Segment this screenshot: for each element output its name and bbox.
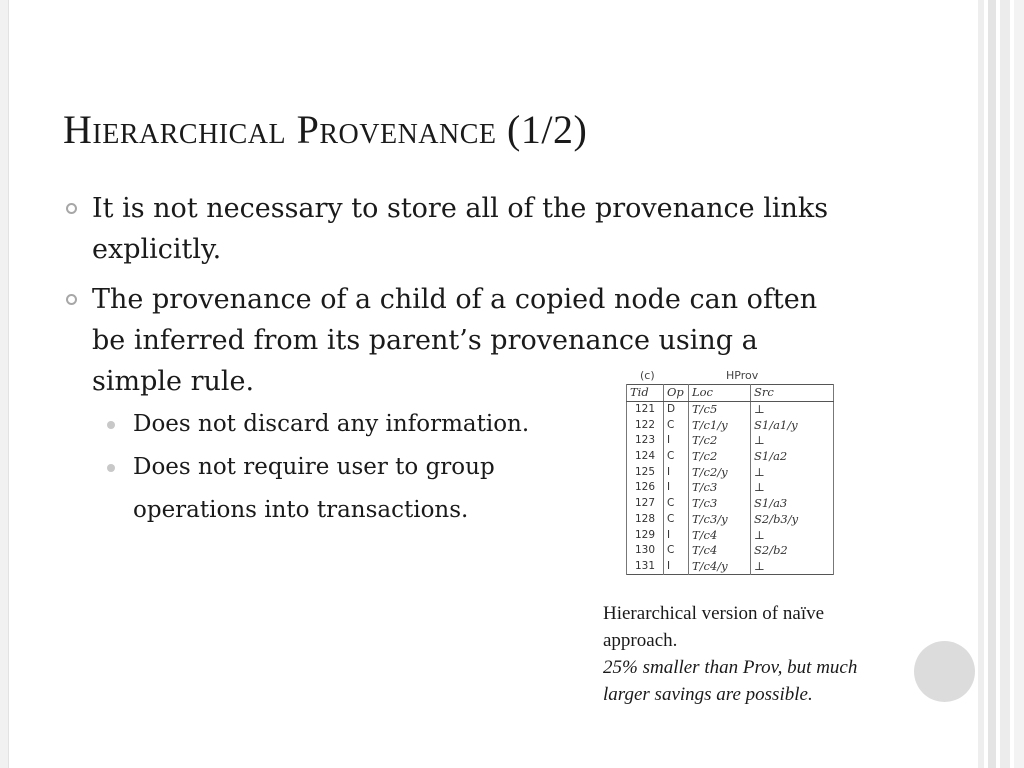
cell-tid: 127 bbox=[627, 496, 664, 512]
column-header-op: Op bbox=[664, 385, 689, 402]
table-row bbox=[627, 417, 834, 433]
table-row bbox=[627, 433, 834, 449]
slide-title: Hierarchical Provenance (1/2) bbox=[63, 107, 588, 152]
table-row bbox=[627, 543, 834, 559]
decorative-stripes bbox=[978, 0, 1024, 768]
column-header-loc: Loc bbox=[689, 385, 751, 402]
cell-op: I bbox=[664, 433, 689, 449]
cell-tid: 130 bbox=[627, 543, 664, 559]
cell-loc: T/c2/y bbox=[689, 464, 751, 480]
figure-title: HProv bbox=[726, 369, 759, 382]
cell-tid: 125 bbox=[627, 464, 664, 480]
table-row bbox=[627, 527, 834, 543]
sub-bullet-marker bbox=[107, 464, 115, 472]
table-header-row bbox=[627, 385, 834, 402]
cell-tid: 131 bbox=[627, 559, 664, 575]
cell-op: D bbox=[664, 401, 689, 417]
cell-src: S1/a3 bbox=[751, 496, 834, 512]
table-row bbox=[627, 496, 834, 512]
cell-op: I bbox=[664, 559, 689, 575]
cell-src: S1/a1/y bbox=[751, 417, 834, 433]
sub-bullet-1: Does not discard any information. bbox=[133, 411, 530, 437]
cell-loc: T/c4/y bbox=[689, 559, 751, 575]
figure-caption bbox=[603, 600, 893, 708]
slide-nav-circle bbox=[914, 641, 975, 702]
bullet-marker bbox=[66, 203, 77, 214]
cell-loc: T/c2 bbox=[689, 449, 751, 465]
cell-src: ⊥ bbox=[751, 401, 834, 417]
table-row bbox=[627, 559, 834, 575]
cell-loc: T/c4 bbox=[689, 527, 751, 543]
column-header-tid: Tid bbox=[627, 385, 664, 402]
cell-op: C bbox=[664, 512, 689, 528]
hprov-table bbox=[626, 384, 834, 575]
cell-op: I bbox=[664, 464, 689, 480]
bullet-marker bbox=[66, 294, 77, 305]
bullet-1: It is not necessary to store all of the provenance links explicitly. bbox=[92, 193, 829, 265]
table-row bbox=[627, 480, 834, 496]
cell-src: ⊥ bbox=[751, 559, 834, 575]
cell-src: ⊥ bbox=[751, 527, 834, 543]
cell-tid: 121 bbox=[627, 401, 664, 417]
cell-src: ⊥ bbox=[751, 464, 834, 480]
cell-loc: T/c2 bbox=[689, 433, 751, 449]
bullet-2: The provenance of a child of a copied node can often be inferred from its parent’s provenance using a simple rule. bbox=[92, 284, 818, 397]
cell-src: S2/b3/y bbox=[751, 512, 834, 528]
cell-op: C bbox=[664, 496, 689, 512]
cell-tid: 124 bbox=[627, 449, 664, 465]
cell-tid: 126 bbox=[627, 480, 664, 496]
cell-loc: T/c5 bbox=[689, 401, 751, 417]
table-body bbox=[627, 401, 834, 575]
cell-op: I bbox=[664, 480, 689, 496]
cell-tid: 128 bbox=[627, 512, 664, 528]
cell-op: C bbox=[664, 449, 689, 465]
figure-label: (c) bbox=[640, 369, 655, 382]
cell-op: C bbox=[664, 417, 689, 433]
cell-tid: 122 bbox=[627, 417, 664, 433]
cell-src: ⊥ bbox=[751, 433, 834, 449]
cell-op: I bbox=[664, 527, 689, 543]
cell-src: S1/a2 bbox=[751, 449, 834, 465]
cell-loc: T/c3 bbox=[689, 496, 751, 512]
cell-tid: 129 bbox=[627, 527, 664, 543]
sub-bullet-marker bbox=[107, 421, 115, 429]
cell-loc: T/c3/y bbox=[689, 512, 751, 528]
caption-line-2: 25% smaller than Prov, but much larger savings are possible. bbox=[603, 657, 858, 705]
table-row bbox=[627, 449, 834, 465]
cell-loc: T/c3 bbox=[689, 480, 751, 496]
table-row bbox=[627, 401, 834, 417]
column-header-src: Src bbox=[751, 385, 834, 402]
table-row bbox=[627, 464, 834, 480]
cell-loc: T/c4 bbox=[689, 543, 751, 559]
left-edge-bar bbox=[0, 0, 9, 768]
cell-loc: T/c1/y bbox=[689, 417, 751, 433]
cell-src: ⊥ bbox=[751, 480, 834, 496]
cell-src: S2/b2 bbox=[751, 543, 834, 559]
table-row bbox=[627, 512, 834, 528]
cell-op: C bbox=[664, 543, 689, 559]
caption-line-1: Hierarchical version of naïve approach. bbox=[603, 603, 825, 651]
cell-tid: 123 bbox=[627, 433, 664, 449]
sub-bullet-2: Does not require user to group operations into transactions. bbox=[133, 454, 495, 523]
